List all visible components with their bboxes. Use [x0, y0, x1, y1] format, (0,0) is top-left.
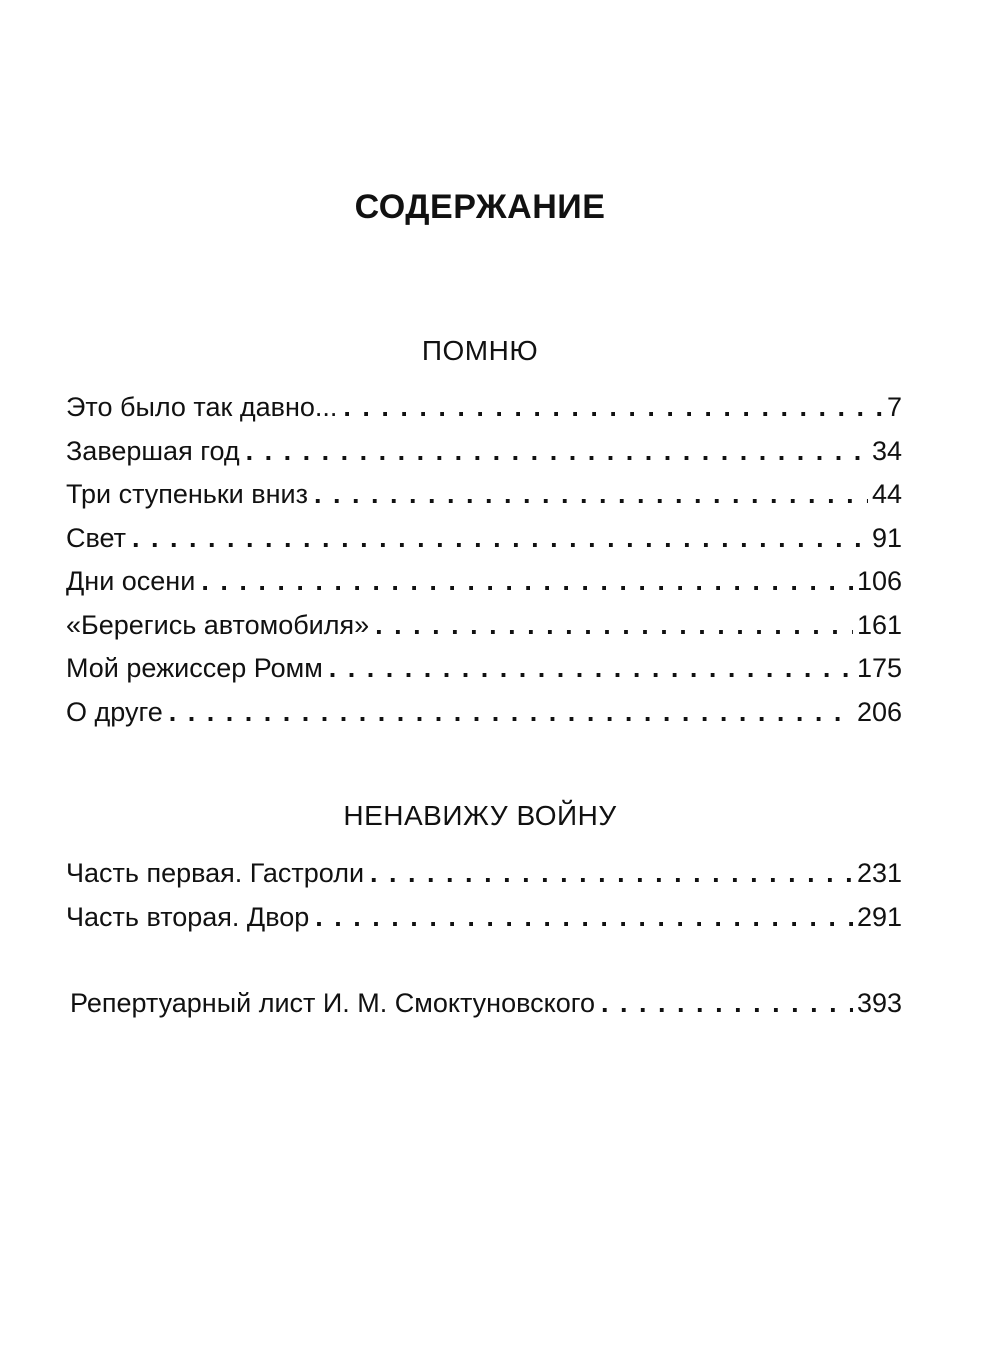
section-title-nenavizhu-voynu: НЕНАВИЖУ ВОЙНУ: [343, 800, 617, 831]
dot-leader: [370, 858, 853, 889]
toc-entry[interactable]: [66, 902, 902, 946]
dot-leader: [314, 479, 868, 510]
toc-entry-label: Свет: [66, 522, 127, 553]
section-title-pomnyu: ПОМНЮ: [421, 335, 539, 366]
toc-entry-page: 231: [856, 858, 902, 888]
toc-entry-label: Мой режиссер Ромм: [66, 653, 323, 683]
toc-entry[interactable]: [66, 610, 902, 654]
dot-leader: [329, 653, 853, 684]
toc-list-pomnyu: [66, 392, 902, 740]
page-title: СОДЕРЖАНИЕ: [354, 188, 606, 226]
toc-entry[interactable]: [66, 697, 902, 741]
toc-entry-label: Три ступеньки вниз: [66, 479, 308, 509]
dot-leader: [601, 988, 853, 1019]
toc-entry[interactable]: [66, 392, 902, 436]
toc-entry-label: Часть первая. Гастроли: [66, 858, 365, 888]
toc-entry-page: 44: [871, 479, 902, 509]
toc-entry-label: О друге: [66, 696, 163, 727]
toc-entry[interactable]: [66, 479, 902, 523]
toc-entry[interactable]: [66, 566, 902, 610]
toc-entry[interactable]: [66, 653, 902, 697]
toc-entry-page: 206: [856, 696, 902, 727]
toc-entry-page: 91: [871, 522, 902, 553]
toc-entry-appendix[interactable]: [70, 988, 902, 1032]
toc-list-appendix: [70, 988, 902, 1032]
toc-entry-label: «Берегись автомобиля»: [66, 609, 370, 640]
toc-entry[interactable]: [66, 858, 902, 902]
dot-leader: [375, 610, 853, 641]
toc-entry-label: Это было так давно...: [66, 392, 338, 422]
toc-entry-page: 393: [856, 988, 902, 1018]
toc-entry-page: 106: [856, 566, 902, 596]
toc-entry-label: Дни осени: [66, 566, 196, 596]
dot-leader: [343, 392, 883, 423]
dot-leader: [246, 436, 868, 467]
toc-entry-label: Репертуарный лист И. М. Смоктуновского: [70, 988, 596, 1018]
toc-entry-page: 175: [856, 653, 902, 683]
toc-entry-page: 291: [856, 901, 902, 932]
toc-entry[interactable]: [66, 436, 902, 480]
toc-entry-label: Часть вторая. Двор: [66, 901, 310, 932]
toc-entry-page: 161: [856, 609, 902, 640]
toc-entry-page: 7: [886, 392, 902, 422]
toc-entry-page: 34: [871, 435, 902, 466]
dot-leader: [169, 697, 853, 728]
toc-entry[interactable]: [66, 523, 902, 567]
toc-list-nenavizhu-voynu: [66, 858, 902, 945]
dot-leader: [315, 902, 853, 933]
dot-leader: [132, 523, 868, 554]
toc-entry-label: Завершая год: [66, 435, 240, 466]
dot-leader: [201, 566, 853, 597]
